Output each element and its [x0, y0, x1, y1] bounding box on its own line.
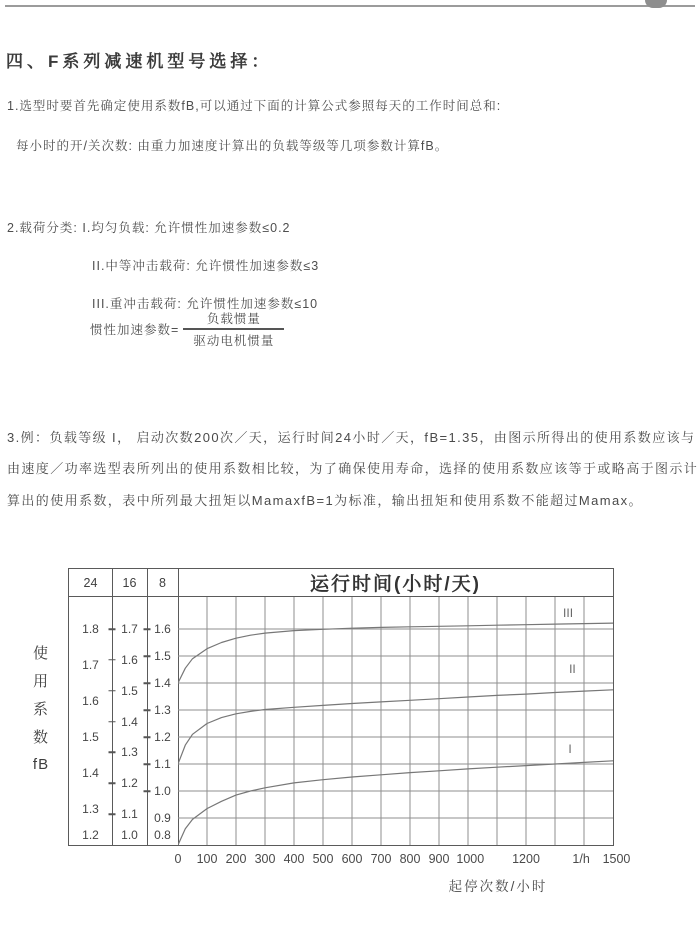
curve-I [178, 761, 613, 845]
scale-8h-tick-1.0: 1.0 [154, 784, 171, 798]
top-divider [5, 5, 695, 7]
x-tick-800: 800 [399, 852, 421, 866]
y-axis-title [26, 638, 56, 778]
scale-tick-mark [109, 628, 116, 630]
scale-16h-tick-1.4: 1.4 [121, 714, 138, 729]
scale-tick-mark [109, 690, 116, 692]
step2-line3: III.重冲击载荷: 允许惯性加速参数≤10 [92, 296, 319, 311]
scale-header-24h: 24 [69, 569, 112, 597]
formula-denominator: 驱动电机惯量 [193, 334, 275, 348]
step3-line2: 由速度／功率选型表所列出的使用系数相比较，为了确保使用寿命，选择的使用系数应该等于或略高于图示计 [7, 461, 699, 476]
scale-tick-mark [109, 752, 116, 754]
plot-area [178, 597, 613, 845]
page-title: 四、F系列减速机型号选择： [6, 52, 273, 72]
step2-line1: 2.载荷分类: I.均匀负载: 允许惯性加速参数≤0.2 [7, 220, 291, 235]
x-tick-200: 200 [225, 852, 247, 866]
scale-tick-mark [144, 682, 151, 684]
step3-line3: 算出的使用系数，表中所列最大扭矩以MamaxfB=1为标准，输出扭矩和使用系数不能超过Mamax。 [7, 493, 643, 508]
scale-8h-tick-1.5: 1.5 [154, 649, 171, 663]
x-tick-100: 100 [196, 852, 218, 866]
scale-tick-mark [109, 721, 116, 723]
scale-16h-tick-1.6: 1.6 [121, 652, 138, 667]
scale-tick-mark [144, 736, 151, 738]
scale-16h-tick-1.0: 1.0 [121, 828, 138, 842]
inertia-formula [90, 308, 284, 350]
scale-8h-tick-0.8: 0.8 [154, 828, 171, 842]
formula-lhs: 惯性加速参数= [90, 323, 180, 337]
y-axis-title-char: 数 [32, 728, 49, 746]
scale-tick-mark [144, 790, 151, 792]
x-tick-400: 400 [283, 852, 305, 866]
scale-tick-mark [109, 783, 116, 785]
x-tick-1/h: 1/h [572, 852, 590, 866]
scale-tick-mark [144, 628, 151, 630]
step1-line2: 每小时的开/关次数: 由重力加速度计算出的负载等级等几项参数计算fB。 [16, 138, 449, 153]
x-tick-600: 600 [341, 852, 363, 866]
x-tick-900: 900 [428, 852, 450, 866]
scale-tick-mark [109, 659, 116, 661]
x-tick-500: 500 [312, 852, 334, 866]
fb-selection-chart [68, 568, 631, 894]
step3-line1: 3.例：负载等级 I， 启动次数200次／天，运行时间24小时／天，fB=1.35，由图示所得出的使用系数应该与 [7, 430, 696, 445]
scale-8h-tick-1.3: 1.3 [154, 703, 171, 717]
formula-numerator: 负载惯量 [206, 312, 261, 326]
scale-24h-tick-1.6: 1.6 [82, 694, 99, 708]
curve-label-II: II [569, 661, 576, 676]
scale-16h-tick-1.1: 1.1 [121, 807, 138, 822]
scale-tick-mark [144, 763, 151, 765]
scale-24h-tick-1.5: 1.5 [82, 730, 99, 744]
scale-24h-tick-1.7: 1.7 [82, 658, 99, 672]
y-axis-title-char: fB [32, 755, 50, 773]
x-tick-300: 300 [254, 852, 276, 866]
scale-24h-tick-1.4: 1.4 [82, 766, 99, 780]
chart-title: 运行时间(小时/天) [178, 569, 613, 597]
scale-header-16h: 16 [112, 569, 147, 597]
scale-divider-2 [147, 569, 148, 845]
step2-line2: II.中等冲击载荷: 允许惯性加速参数≤3 [92, 258, 320, 273]
scale-header-8h: 8 [147, 569, 178, 597]
scale-8h-tick-1.2: 1.2 [154, 730, 171, 744]
scale-16h-tick-1.7: 1.7 [121, 622, 138, 636]
scale-8h-tick-1.4: 1.4 [154, 676, 171, 690]
y-axis-title-char: 系 [32, 700, 49, 718]
curve-label-III: III [563, 605, 574, 620]
scale-24h-tick-1.2: 1.2 [82, 828, 99, 842]
scale-8h-tick-1.1: 1.1 [154, 757, 171, 771]
scale-8h-tick-0.9: 0.9 [154, 811, 171, 825]
scale-tick-mark [144, 655, 151, 657]
curve-label-I: I [568, 741, 572, 756]
scale-divider-1 [112, 569, 113, 845]
step1-line1: 1.选型时要首先确定使用系数fB,可以通过下面的计算公式参照每天的工作时间总和: [7, 98, 502, 113]
x-tick-700: 700 [370, 852, 392, 866]
curve-III [178, 623, 613, 683]
x-axis-title: 起停次数/小时 [448, 879, 548, 894]
curve-II [178, 690, 613, 764]
x-tick-1500: 1500 [602, 852, 631, 866]
x-tick-1200: 1200 [512, 852, 540, 866]
x-tick-0: 0 [174, 852, 182, 866]
scale-16h-tick-1.5: 1.5 [121, 683, 138, 698]
scale-tick-mark [109, 813, 116, 815]
scale-24h-tick-1.3: 1.3 [82, 802, 99, 816]
x-tick-1000: 1000 [456, 852, 485, 866]
scale-8h-tick-1.6: 1.6 [154, 622, 171, 636]
scale-24h-tick-1.8: 1.8 [82, 622, 99, 636]
formula-fraction [183, 308, 284, 350]
scale-16h-tick-1.3: 1.3 [121, 745, 138, 760]
y-axis-title-char: 用 [32, 672, 49, 690]
scale-tick-mark [144, 709, 151, 711]
scale-16h-tick-1.2: 1.2 [121, 776, 138, 791]
y-axis-title-char: 使 [32, 644, 49, 662]
